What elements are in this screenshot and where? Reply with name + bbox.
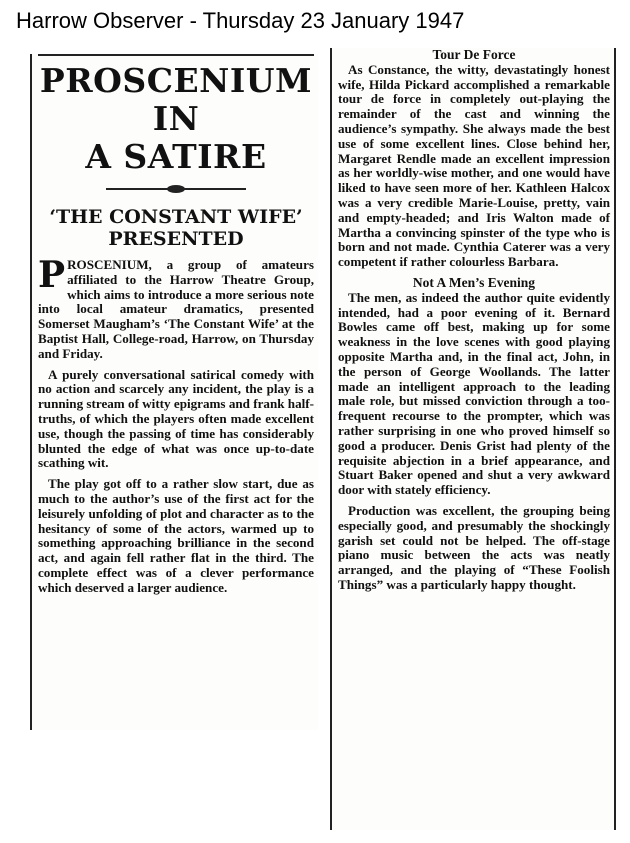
subheadline-line-2: PRESENTED — [108, 228, 244, 250]
paragraph-5: The men, as indeed the author quite evidently intended, had a poor evening of it. Bernard Bowles came off best, making up for some weakness in the love scenes with good playing opposite Martha and, in the final act, John, in the person of George Woollands. The latter made an intelligent approach to the leading male role, but missed conviction through a too-frequent recourse to the prompter, which was rather surprising in one who proved himself so good a producer. Denis Grist had plenty of the requisite abjection in a brief appearance, and Stuart Baker opened and shut a very awkward door with stately efficiency. — [338, 289, 610, 498]
drop-cap: P — [38, 254, 66, 296]
top-rule — [38, 54, 314, 56]
paragraph-3: The play got off to a rather slow start, due as much to the author’s use of the first act for the leisurely unfolding of plot and character as to the hesitancy of some of the actors, warmed up to something approaching brilliance in the second act, and again fell rather flat in the third. The complete effect was of a clever performance which deserved a larger audience. — [38, 476, 314, 595]
ornament-divider — [101, 182, 251, 196]
paragraph-1-text: ROSCENIUM, a group of amateurs affiliated to the Harrow Theatre Group, which aims to introduce a more serious note into local amateur dramatics, presented Somerset Maugham’s ‘The Constant Wife’ at the Baptist Hall, College-road, Harrow, on Thursday and Friday. — [38, 257, 314, 361]
headline-line-2: A SATIRE — [85, 137, 267, 176]
subheadline — [38, 206, 314, 250]
subheadline-line-1: ‘THE CONSTANT WIFE’ — [49, 206, 303, 228]
paragraph-1 — [38, 254, 314, 362]
paragraph-4: As Constance, the witty, devastatingly honest wife, Hilda Pickard accomplished a remarkable tour de force in completely out-playing the remainder of the cast and winning the audience’s sympathy. She always made the best use of some excellent lines. Close behind her, Margaret Rendle made an excellent impression as her worldly-wise mother, and one would have liked to have seen more of her. Kathleen Halcox was a very credible Marie-Louise, pretty, vain and empty-headed; and Iris Walton made of Martha a convincing spinster of the type who is born and not made. Cynthia Caterer was a very competent if rather colourless Barbara. — [338, 61, 610, 270]
page-caption: Harrow Observer - Thursday 23 January 1947 — [16, 8, 465, 33]
headline-line-1: PROSCENIUM IN — [39, 61, 313, 138]
crosshead-tour-de-force: Tour De Force — [432, 48, 516, 62]
clipping-right-column — [330, 48, 616, 830]
paragraph-6: Production was excellent, the grouping being especially good, and presumably the shockingly garish set could not be helped. The off-stage piano music between the acts was neatly arranged, and the playing of “These Foolish Things” was a particularly happy thought. — [338, 502, 610, 592]
headline — [38, 62, 314, 176]
clipping-left-column — [30, 54, 318, 730]
crosshead-not-a-mens-evening: Not A Men’s Evening — [412, 274, 536, 290]
paragraph-2: A purely conversational satirical comedy with no action and scarcely any incident, the play is a running stream of witty epigrams and frank half-truths, of which the players often made excellent use, though the passing of time has considerably blunted the edge of what was once up-to-date scathing wit. — [38, 366, 314, 471]
